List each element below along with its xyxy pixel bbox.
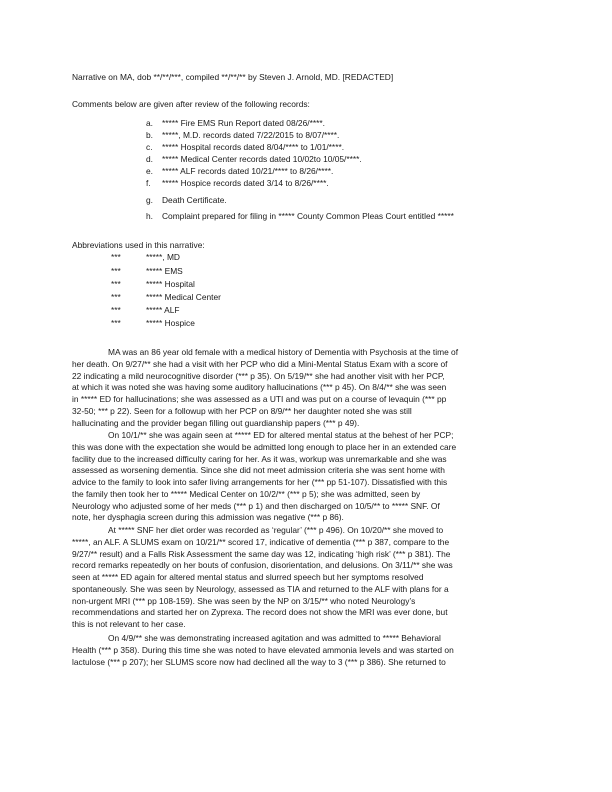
record-item: *****, M.D. records dated 7/22/2015 to 8/07/****. [162, 130, 340, 140]
document-header: Narrative on MA, dob **/**/***, compiled **/**/** by Steven J. Arnold, MD. [REDACTED] [72, 72, 394, 82]
paragraph-line: On 4/9/** she was demonstrating increased agitation and was admitted to ***** Behavioral [108, 633, 441, 643]
abbreviations-title: Abbreviations used in this narrative: [72, 240, 205, 250]
record-letter: d. [146, 154, 153, 164]
record-item: ***** Medical Center records dated 10/02to 10/05/****. [162, 154, 362, 164]
paragraph-line: *****, an ALF. A SLUMS exam on 10/21/** scored 17, indicative of dementia (*** p 387, compare to the [72, 536, 450, 547]
paragraph-line: in ***** ED for hallucinations; she was assessed as a UTI and was put on a course of levaquin (*** pp [72, 394, 447, 404]
narrative-paragraph [72, 633, 542, 668]
paragraph-line: 32-50; *** p 22). Seen for a followup with her PCP on 8/9/** her daughter noted she was still [72, 405, 412, 416]
paragraph-line: 9/27/** result) and a Falls Risk Assessment the same day was 12, indicating ‘high risk’ (*** p 381). The [72, 548, 451, 559]
paragraph-line: this was done with the expectation she would be admitted long enough to place her in an extended care [72, 441, 457, 452]
abbreviation-code: *** [111, 252, 121, 262]
abbreviation-name: ***** Hospital [146, 279, 195, 289]
paragraph-line: non-urgent MRI (*** pp 108-159). She was seen by the NP on 3/15/** who noted Neurology’s [72, 595, 416, 606]
paragraph-line: lactulose (*** p 207); her SLUMS score now had declined all the way to 3 (*** p 386). She returned to [72, 656, 446, 667]
narrative-paragraph [72, 525, 542, 631]
paragraph-line: Neurology who adjusted some of her meds (*** p 1) and then discharged on 10/5/** to ***** SNF. Of [72, 500, 440, 511]
record-letter: b. [146, 130, 153, 140]
abbreviation-code: *** [111, 292, 121, 302]
abbreviation-name: ***** Medical Center [146, 292, 221, 302]
record-letter: c. [146, 142, 153, 152]
abbreviation-code: *** [111, 266, 121, 276]
paragraph-line: the family then took her to ***** Medical Center on 10/2/** (*** p 5); she was admitted, seen by [72, 488, 421, 499]
abbreviation-name: *****, MD [146, 252, 180, 262]
record-item: Death Certificate. [162, 195, 227, 205]
record-letter: h. [146, 211, 153, 221]
paragraph-line: MA was an 86 year old female with a medical history of Dementia with Psychosis at the time of [108, 347, 459, 357]
paragraph-line: 22 indicating a mild neurocognitive disorder (*** p 35). On 5/19/** she had another visit with her PCP, [72, 370, 445, 381]
abbreviation-name: ***** ALF [146, 305, 180, 315]
record-item: ***** Hospital records dated 8/04/**** to 1/01/****. [162, 142, 345, 152]
record-item: ***** Hospice records dated 3/14 to 8/26/****. [162, 178, 329, 188]
paragraph-line: note, her dysphagia screen during this admission was negative (*** p 86). [72, 512, 344, 523]
narrative-paragraph [72, 430, 542, 524]
record-letter: a. [146, 118, 153, 128]
paragraph-line: Health (*** p 358). During this time she was noted to have elevated ammonia levels and was started on [72, 644, 454, 655]
paragraph-line: this is not relevant to her case. [72, 619, 186, 629]
paragraph-line: at which it was noted she was having some auditory hallucinations (*** p 45). On 8/4/** she was seen [72, 382, 447, 393]
abbreviation-name: ***** EMS [146, 266, 183, 276]
abbreviation-name: ***** Hospice [146, 318, 195, 328]
paragraph-line: facility due to the increased difficulty caring for her. As it was, workup was unremarkable and she was [72, 453, 447, 464]
paragraph-line: On 10/1/** she was again seen at ***** ED for altered mental status at the behest of her PCP; [108, 430, 454, 440]
abbreviation-code: *** [111, 305, 121, 315]
paragraph-line: assessed as worsening dementia. Since she did not meet admission criteria she was sent home with [72, 465, 445, 476]
narrative-paragraph [72, 347, 542, 429]
paragraph-line: At ***** SNF her diet order was recorded as ‘regular’ (*** p 496). On 10/20/** she moved to [108, 525, 444, 535]
abbreviation-code: *** [111, 318, 121, 328]
record-letter: g. [146, 195, 153, 205]
paragraph-line: record remarks repeatedly on her bouts of confusion, disorientation, and delusions. On 3/11/** she was [72, 560, 453, 571]
paragraph-line: her death. On 9/27/** she had a visit with her PCP who did a Mini-Mental Status Exam with a score of [72, 358, 448, 369]
record-item: Complaint prepared for filing in ***** County Common Pleas Court entitled ***** [162, 211, 454, 221]
paragraph-line: seen at ***** ED again for altered mental status and slurred speech but her symptoms resolved [72, 572, 424, 582]
record-letter: f. [146, 178, 151, 188]
paragraph-line: recommendations and started her on Zyprexa. The record does not show the MRI was ever done, but [72, 607, 448, 618]
record-letter: e. [146, 166, 153, 176]
intro-text: Comments below are given after review of the following records: [72, 99, 310, 109]
paragraph-line: hallucinating and the provider began filling out guardianship papers (*** p 49). [72, 417, 360, 428]
paragraph-line: spontaneously. She was seen by Neurology, assessed as TIA and returned to the ALF with plans for a [72, 583, 449, 594]
abbreviation-code: *** [111, 279, 121, 289]
record-item: ***** Fire EMS Run Report dated 08/26/****. [162, 118, 325, 128]
paragraph-line: advice to the family to look into safer living arrangements for her (*** pp 51-107). Dissatisfied with this [72, 477, 448, 487]
record-item: ***** ALF records dated 10/21/**** to 8/26/****. [162, 166, 334, 176]
